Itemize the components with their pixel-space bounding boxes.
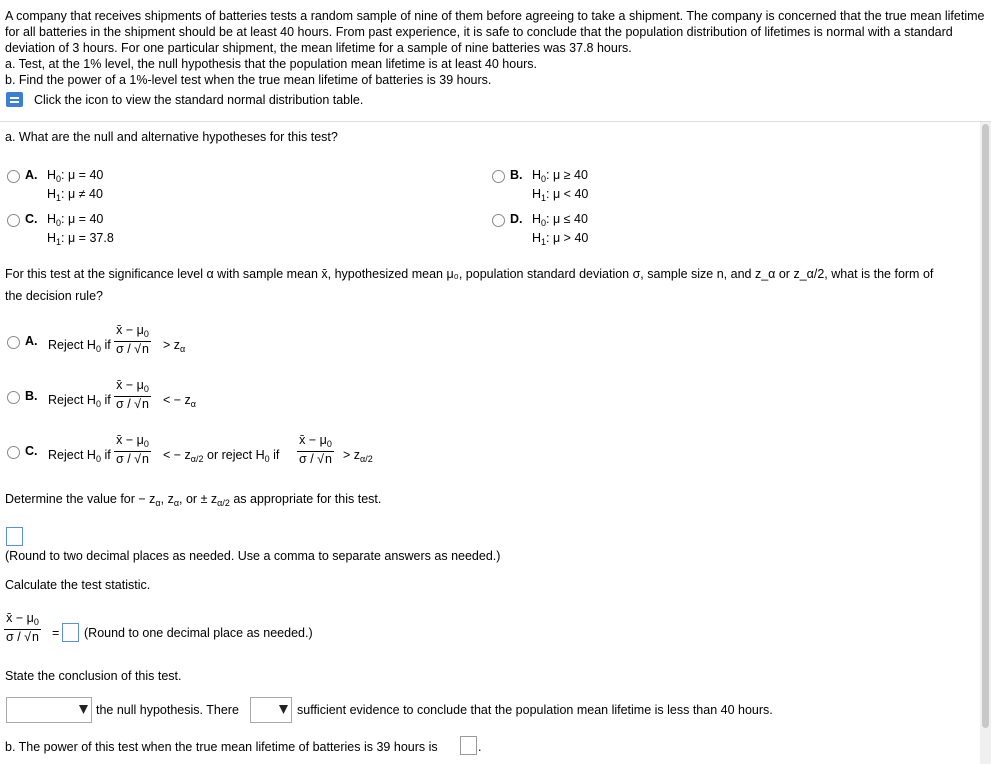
q1-option-c-h0: $H_0$: μ = 40: [47, 212, 104, 228]
q1-option-a-h1: $H_1$: μ ≠ 40: [47, 187, 103, 203]
q1-option-a-radio[interactable]: [7, 170, 20, 183]
q2-option-c-radio[interactable]: [7, 446, 20, 459]
q2-option-c-fraction: $\frac{x̄ - \mu_0}{\sigma / √n}$: [116, 433, 149, 466]
table-icon[interactable]: [6, 92, 23, 107]
q2-option-c-relation: < − $z_{\alpha/2}$ or reject $H_0$ if: [163, 448, 280, 464]
q1-option-c-h1: $H_1$: μ = 37.8: [47, 231, 114, 247]
q1-option-a-h0: $H_0$: μ = 40: [47, 168, 104, 184]
q1-option-b-h1: $H_1$: μ < 40: [532, 187, 589, 203]
q2-option-c-fraction-2: $\frac{x̄ - \mu_0}{\sigma / √n}$: [299, 433, 332, 466]
q6-period: .: [478, 740, 482, 754]
q1-option-a-letter: A.: [25, 168, 38, 182]
q1-option-d-h0: $H_0$: μ ≤ 40: [532, 212, 588, 228]
reject-decision-dropdown[interactable]: [6, 697, 92, 723]
q1-prompt: a. What are the null and alternative hypotheses for this test?: [5, 130, 338, 144]
q1-option-c-letter: C.: [25, 212, 38, 226]
part-b-text: b. Find the power of a 1%-level test when the true mean lifetime of batteries is 39 hours.: [5, 73, 492, 87]
q4-note: (Round to one decimal place as needed.): [84, 626, 313, 640]
q1-option-b-letter: B.: [510, 168, 523, 182]
q2-option-a-relation: > $z_\alpha$: [163, 338, 186, 354]
q2-prompt-line2: the decision rule?: [5, 289, 103, 303]
evidence-dropdown[interactable]: [250, 697, 292, 723]
q6-prompt: b. The power of this test when the true mean lifetime of batteries is 39 hours is: [5, 740, 438, 754]
q2-option-a-reject: Reject $H_0$ if: [48, 338, 111, 354]
q2-option-a-letter: A.: [25, 334, 38, 348]
q1-option-c-radio[interactable]: [7, 214, 20, 227]
q3-note: (Round to two decimal places as needed. Use a comma to separate answers as needed.): [5, 549, 501, 563]
q5-mid-text: the null hypothesis. There: [96, 703, 239, 717]
q2-prompt-line1: For this test at the significance level α with sample mean x̄, hypothesized mean μ₀, population standard deviation σ, sample size n, and z_α or z_α/2, what is the form of: [5, 267, 934, 281]
q1-option-b-h0: $H_0$: μ ≥ 40: [532, 168, 588, 184]
chevron-down-icon: [278, 704, 289, 715]
scrollbar-thumb[interactable]: [982, 124, 989, 728]
part-a-text: a. Test, at the 1% level, the null hypothesis that the population mean lifetime is at least 40 hours.: [5, 57, 538, 71]
q2-option-c-relation-2: > $z_{\alpha/2}$: [343, 448, 373, 464]
q2-option-c-letter: C.: [25, 444, 38, 458]
q2-option-b-letter: B.: [25, 389, 38, 403]
q4-fraction: $\frac{x̄ - \mu_0}{\sigma / √n}$: [6, 611, 39, 644]
q2-option-b-fraction: $\frac{x̄ - \mu_0}{\sigma / √n}$: [116, 378, 149, 411]
q2-option-b-reject: Reject $H_0$ if: [48, 393, 111, 409]
q1-option-d-radio[interactable]: [492, 214, 505, 227]
q2-option-b-relation: < − $z_\alpha$: [163, 393, 196, 409]
q2-option-a-radio[interactable]: [7, 336, 20, 349]
q4-equals: =: [52, 626, 60, 640]
table-link-text: Click the icon to view the standard normal distribution table.: [34, 93, 364, 107]
q3-prompt: Determine the value for − $z_\alpha$, $z_\alpha$, or ± $z_{\alpha/2}$ as appropriate for this test.: [5, 492, 382, 508]
q2-option-c-reject: Reject $H_0$ if: [48, 448, 111, 464]
problem-paragraph: A company that receives shipments of batteries tests a random sample of nine of them before agreeing to take a shipment. The company is concerned that the true mean lifetime for all batteries in the shipment should be at least 40 hours. From past experience, it is safe to conclude that the population distribution of lifetimes is normal with a standard deviation of 3 hours. For one particular shipment, the mean lifetime for a sample of nine batteries was 37.8 hours.: [5, 9, 985, 55]
q5-prompt: State the conclusion of this test.: [5, 669, 182, 683]
problem-statement: [5, 8, 985, 88]
critical-value-input[interactable]: [6, 527, 23, 546]
q2-option-a-fraction: $\frac{x̄ - \mu_0}{\sigma / √n}$: [116, 323, 149, 356]
q1-option-d-h1: $H_1$: μ > 40: [532, 231, 589, 247]
q2-option-b-radio[interactable]: [7, 391, 20, 404]
test-statistic-input[interactable]: [62, 623, 79, 642]
chevron-down-icon: [78, 704, 89, 715]
section-divider: [0, 121, 991, 122]
q4-prompt: Calculate the test statistic.: [5, 578, 151, 592]
q1-option-d-letter: D.: [510, 212, 523, 226]
q5-end-text: sufficient evidence to conclude that the population mean lifetime is less than 40 hours.: [297, 703, 773, 717]
power-input[interactable]: [460, 736, 477, 755]
q1-option-b-radio[interactable]: [492, 170, 505, 183]
